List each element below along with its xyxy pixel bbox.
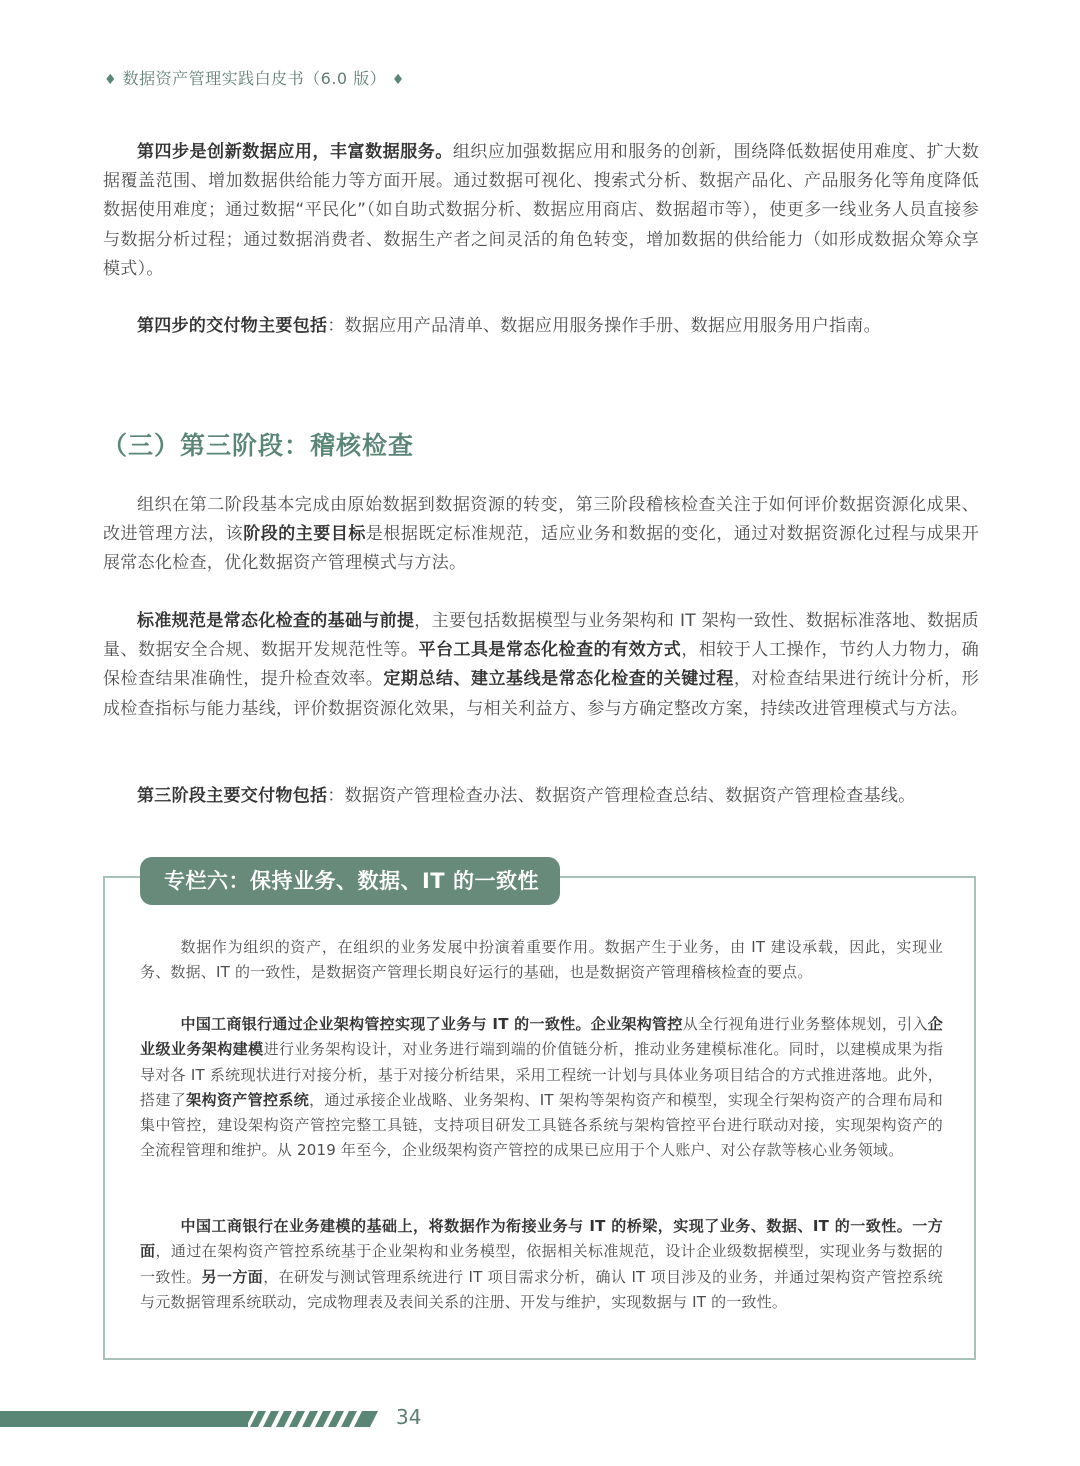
step4-text: 组织应加强数据应用和服务的创新，围绕降低数据使用难度、扩大数据覆盖范围、增加数据供给能力等方面开展。通过数据可视化、搜索式分析、数据产品化、产品服务化等角度降低数据使用难度；通过数据“平民化”（如自助式数据分析、数据应用商店、数据超市等），使更多一线业务人员直接参与数据分析过程；通过数据消费者、数据生产者之间灵活的角色转变，增加数据的供给能力（如形成数据众筹众享模式）。: [103, 142, 979, 279]
footer-bar: [0, 1411, 248, 1427]
section-title: （三）第三阶段：稽核检查: [102, 431, 415, 460]
diamond-icon: ♦: [391, 72, 405, 88]
stage3-detail-text: ，主要包括数据模型与业务架构和 IT 架构一致性、数据标准落地、数据质量、数据安全合规、数据开发规范性等。: [103, 611, 979, 661]
sidebar-bold: 中国工商银行在业务建模的基础上，将数据作为衔接业务与 IT 的桥梁，实现了业务、数据、IT 的一致性。一方面: [140, 1217, 943, 1261]
sidebar-bold: 架构资产管控系统: [186, 1090, 310, 1109]
sidebar-text: 从全行视角进行业务整体规划，引入: [682, 1015, 928, 1033]
stage3-detail-text: ，相较于人工操作，节约人力物力，确保检查结果准确性，提升检查效率。: [103, 640, 979, 690]
stage3-intro-bold: 阶段的主要目标: [243, 524, 366, 545]
stage3-deliverables-text: ：数据资产管理检查办法、数据资产管理检查总结、数据资产管理检查基线。: [327, 786, 916, 806]
stage3-detail-text: ，对检查结果进行统计分析，形成检查指标与能力基线，评价数据资源化效果，与相关利益方、参与方确定整改方案，持续改进管理模式与方法。: [103, 669, 979, 719]
running-header: [104, 66, 405, 89]
stage3-detail-bold: 标准规范是常态化检查的基础与前提: [137, 611, 415, 631]
footer-stripes-icon: [240, 1411, 380, 1427]
sidebar-paragraph-2: [140, 1012, 943, 1164]
sidebar-bold: 中国工商银行通过企业架构管控实现了业务与 IT 的一致性。企业架构管控: [180, 1015, 683, 1033]
step4-paragraph: [103, 138, 979, 284]
step4-deliverables-lead: 第四步的交付物主要包括: [137, 316, 328, 336]
stage3-detail: [103, 607, 979, 724]
sidebar-bold: 另一方面: [201, 1267, 264, 1286]
step4-lead: 第四步是创新数据应用，丰富数据服务。: [137, 142, 453, 162]
sidebar-box-title: 专栏六：保持业务、数据、IT 的一致性: [140, 857, 560, 905]
sidebar-text: 进行业务架构设计，对业务进行端到端的价值链分析，推动业务建模标准化。同时，以建模成果为指导对各 IT 系统现状进行对接分析，基于对接分析结果，采用工程统一计划与具体业务项目结合的方式推进落地。此外，搭建了: [140, 1040, 943, 1109]
stage3-intro: [103, 491, 979, 579]
step4-deliverables-text: ：数据应用产品清单、数据应用服务操作手册、数据应用服务用户指南。: [327, 316, 881, 336]
step4-deliverables: [103, 312, 979, 341]
stage3-intro-text: 是根据既定标准规范，适应业务和数据的变化，通过对数据资源化过程与成果开展常态化检查，优化数据资产管理模式与方法。: [103, 524, 979, 574]
stage3-deliverables-lead: 第三阶段主要交付物包括: [137, 786, 328, 806]
stage3-detail-bold: 定期总结、建立基线是常态化检查的关键过程: [383, 669, 734, 690]
sidebar-paragraph-3: [140, 1214, 943, 1315]
stage3-detail-bold: 平台工具是常态化检查的有效方式: [418, 640, 682, 661]
stage3-deliverables: [103, 782, 979, 811]
sidebar-text: ，通过在架构资产管控系统基于企业架构和业务模型，依据相关标准规范，设计企业级数据模型，实现业务与数据的一致性。: [140, 1242, 943, 1286]
stage3-intro-text: 组织在第二阶段基本完成由原始数据到数据资源的转变，第三阶段稽核检查关注于如何评价数据资源化成果、改进管理方法，该: [103, 495, 979, 545]
page-number: 34: [396, 1405, 422, 1429]
sidebar-text: ，在研发与测试管理系统进行 IT 项目需求分析，确认 IT 项目涉及的业务，并通过架构资产管控系统与元数据管理系统联动，完成物理表及表间关系的注册、开发与维护，实现数据与 IT 的一致性。: [140, 1267, 943, 1311]
header-title: 数据资产管理实践白皮书（6.0 版）: [122, 69, 387, 88]
diamond-icon: ♦: [104, 72, 118, 88]
sidebar-text: ，通过承接企业战略、业务架构、IT 架构等架构资产和模型，实现全行架构资产的合理布局和集中管控，建设架构资产管控完整工具链，支持项目研发工具链各系统与架构管控平台进行联动对接，实现架构资产的全流程管理和维护。从 2019 年至今，企业级架构资产管控的成果已应用于个人账户、对公存款等核心业务领域。: [140, 1090, 943, 1160]
sidebar-paragraph-1: 数据作为组织的资产，在组织的业务发展中扮演着重要作用。数据产生于业务，由 IT 建设承载，因此，实现业务、数据、IT 的一致性，是数据资产管理长期良好运行的基础，也是数据资产管理稽核检查的要点。: [140, 938, 943, 982]
sidebar-bold: 企业级业务架构建模: [140, 1015, 943, 1059]
